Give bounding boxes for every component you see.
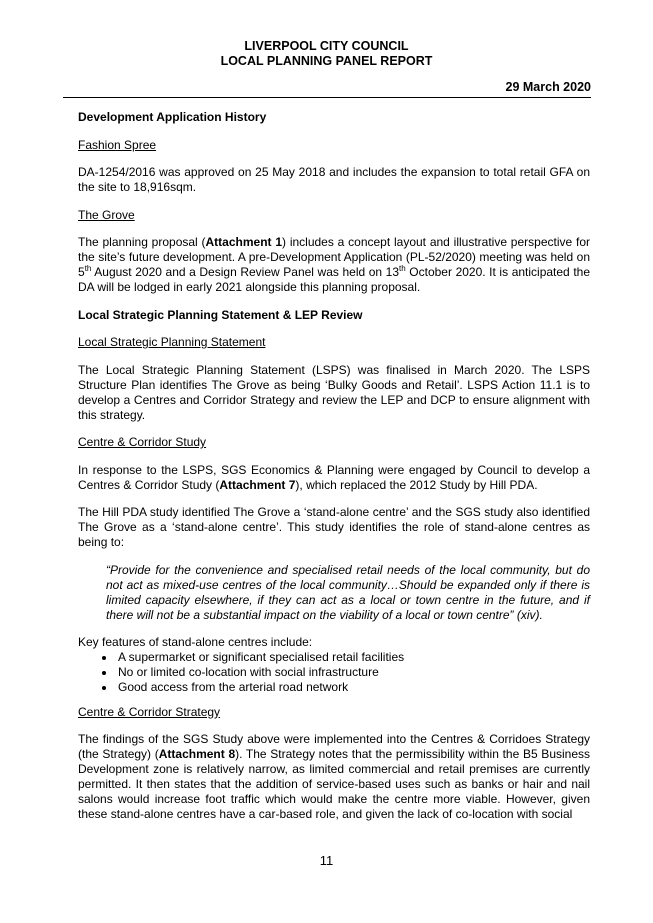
key-features-lead: Key features of stand-alone centres include: (78, 634, 313, 649)
council-name: LIVERPOOL CITY COUNCIL (244, 39, 409, 53)
paragraph-strategy: The findings of the SGS Study above were implemented into the Centres & Corridoes Strategy (the Strategy) (Attachment 8). The Strategy notes that the permissibility within the B5 Business Development zone is relatively narrow, as limited commercial and retail premises are currently permitted. It then states that the addition of service-based uses such as banks or hair and nail salons would increase foot traffic which would make the centre more viable. However, given these stand-alone centres have a car-based role, and given the lack of co-location with social (78, 732, 590, 821)
page-number: 11 (319, 853, 334, 868)
report-title: LOCAL PLANNING PANEL REPORT (220, 54, 433, 68)
list-item: • Good access from the arterial road network (116, 680, 590, 695)
paragraph-fashion-spree: DA-1254/2016 was approved on 25 May 2018 and includes the expansion to total retail GFA on the site to 18,916sqm. (78, 165, 590, 194)
subheading-the-grove: The Grove (78, 207, 135, 222)
list-item: • A supermarket or significant specialised retail facilities (116, 650, 590, 665)
paragraph-lsps: The Local Strategic Planning Statement (LSPS) was finalised in March 2020. The LSPS Structure Plan identifies The Grove as being ‘Bulky Goods and Retail’. LSPS Action 11.1 is to develop a Centres and Corridor Strategy and review the LEP and DCP to ensure alignment with this strategy. (78, 362, 590, 422)
header-rule (63, 97, 591, 98)
paragraph-study-1: In response to the LSPS, SGS Economics & Planning were engaged by Council to develop a Centres & Corridor Study (Attachment 7), which replaced the 2012 Study by Hill PDA. (78, 462, 590, 492)
section-heading-da-history: Development Application History (78, 110, 267, 124)
attachment-1-ref: Attachment 1 (205, 235, 283, 249)
paragraph-the-grove: The planning proposal (Attachment 1) includes a concept layout and illustrative perspective for the site’s future development. A pre-Development Application (PL-52/2020) meeting was held on 5th August 2020 and a Design Review Panel was held on 13th October 2020. It is anticipated the DA will be lodged in early 2021 alongside this planning proposal. (78, 235, 591, 294)
subheading-lsps: Local Strategic Planning Statement (78, 335, 266, 349)
list-item: • No or limited co-location with social infrastructure (116, 665, 590, 680)
report-body (78, 110, 590, 835)
attachment-7-ref: Attachment 7 (219, 477, 296, 492)
paragraph-study-2: The Hill PDA study identified The Grove a ‘stand-alone centre’ and the SGS study also identified The Grove as a ‘stand-alone centre’. This study identifies the role of stand-alone centres as being to: (78, 505, 590, 549)
subheading-fashion-spree: Fashion Spree (78, 137, 157, 152)
subheading-centre-corridor-study: Centre & Corridor Study (78, 435, 207, 449)
subheading-centre-corridor-strategy: Centre & Corridor Strategy (78, 704, 221, 719)
section-heading-lsps-lep: Local Strategic Planning Statement & LEP Review (78, 307, 363, 322)
report-date: 29 March 2020 (505, 80, 591, 94)
key-features-list (78, 650, 590, 695)
attachment-8-ref: Attachment 8 (158, 747, 236, 761)
quote-block: “Provide for the convenience and specialised retail needs of the local community, but do not act as mixed-use centres of the local community…Should be expanded only if there is limited capacity elsewhere, if they can act as a local or town centre in the future, and if there will not be a substantial impact on the viability of a local or town centre” (xiv). (106, 562, 590, 622)
